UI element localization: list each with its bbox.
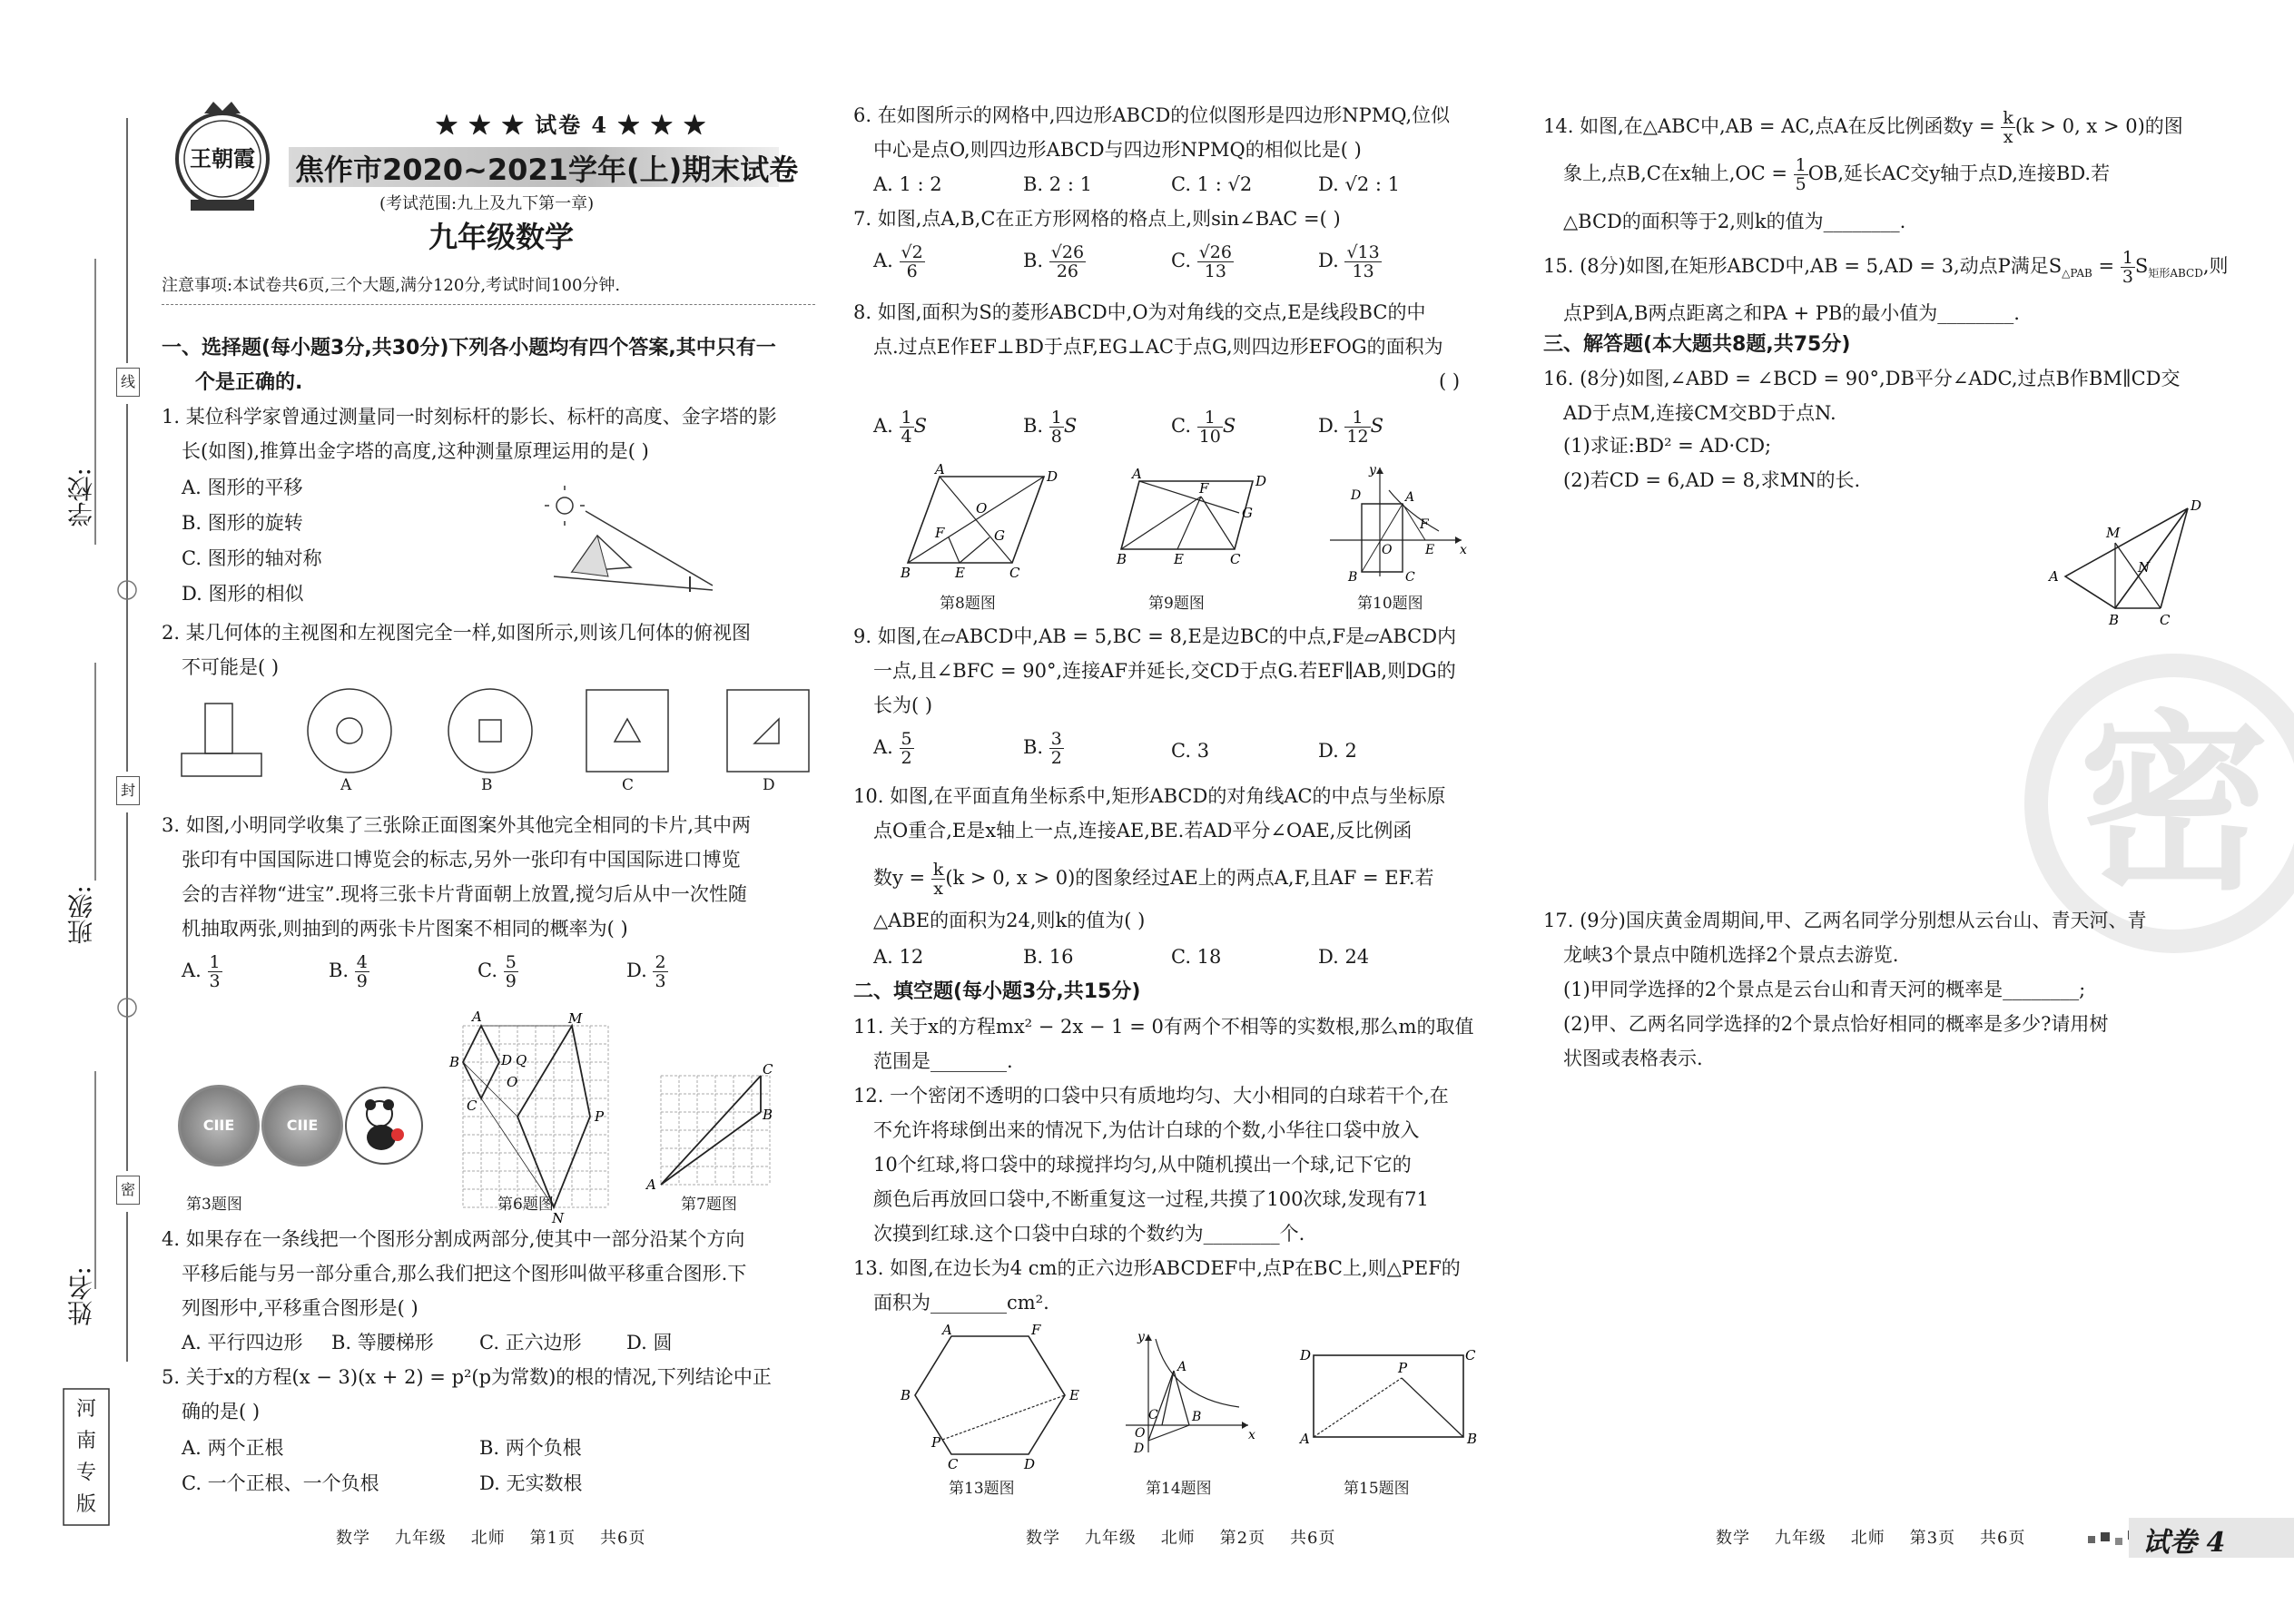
svg-text:O: O [1135,1426,1146,1441]
fig-caption-q3: 第3题图 [186,1196,242,1214]
q9-option-b: B. $\frac{3}{2}$ [1023,729,1062,768]
q2-label-d: D [763,776,775,794]
q4-line1: 4. 如果存在一条线把一个图形分割成两部分,使其中一部分沿某个方向 [162,1228,745,1250]
q2-option-b-figure [445,685,536,776]
q5-line1: 5. 关于x的方程(x − 3)(x + 2) = p²(p为常数)的根的情况,下列结论中正 [162,1366,772,1388]
svg-text:C: C [2160,612,2171,628]
q3-card-logo-2: CIIE [261,1085,343,1166]
q3-option-c: C. $\frac{5}{9}$ [478,952,517,991]
binding-mark-line: 线 [116,368,140,397]
q4-option-b: B. 等腰梯形 [331,1332,434,1353]
q3-line1: 3. 如图,小明同学收集了三张除正面图案外其他完全相同的卡片,其中两 [162,814,752,836]
svg-text:D: D [1255,473,1267,489]
svg-text:B: B [1467,1431,1478,1447]
svg-text:F: F [1420,517,1429,532]
fig-caption-q15: 第15题图 [1344,1480,1410,1498]
q15-line1: 15. (8分)如图,在矩形ABCD中,AB = 5,AD = 3,动点P满足$S_{\triangle PAB}$ = $\frac{1}{3}$ $S_{矩形ABCD}$,则 [1543,248,2229,287]
q14-line1: 14. 如图,在△ABC中,AB = AC,点A在反比例函数y = $\frac{k}{x}$ (k > 0, x > 0)的图 [1543,108,2183,147]
confidential-watermark: 密 [2024,654,2294,953]
corner-tag: 试卷 4 [2142,1527,2226,1559]
q5-option-a: A. 两个正根 [182,1437,284,1459]
q2-line1: 2. 某几何体的主视图和左视图完全一样,如图所示,则该几何体的俯视图 [162,622,752,644]
q3-card-logo-1: CIIE [178,1085,260,1166]
q12-line3: 10个红球,将口袋中的球搅拌均匀,从中随机摸出一个球,记下它的 [873,1154,1412,1176]
binding-mark-secret: 密 [116,1176,140,1205]
name-label: 姓名: [66,1266,96,1326]
svg-text:D: D [1300,1347,1312,1363]
section1-title-cont: 个是正确的. [195,371,303,394]
svg-text:B: B [1348,570,1358,585]
q17-line5: 状图或表格表示. [1563,1048,1703,1069]
q14-line2: 象上,点B,C在x轴上,OC = $\frac{1}{5}$ OB,延长AC交y轴于点D,连接BD.若 [1563,155,2111,194]
q13-line1: 13. 如图,在边长为4 cm的正六边形ABCDEF中,点P在BC上,则△PEF的 [853,1257,1461,1279]
q13-line2: 面积为________cm². [873,1292,1049,1314]
fig-caption-q10: 第10题图 [1357,595,1423,613]
q1-option-c: C. 图形的轴对称 [182,547,322,569]
svg-text:D: D [1024,1456,1036,1472]
svg-text:F: F [935,525,945,541]
svg-text:A: A [2049,568,2059,585]
q14-line3: △BCD的面积等于2,则k的值为________. [1563,211,1906,232]
edition-label: 河 南 专 版 [75,1398,96,1516]
q17-line4: (2)甲、乙两名同学选择的2个景点恰好相同的概率是多少?请用树 [1563,1013,2109,1035]
fig-caption-q13: 第13题图 [949,1480,1015,1498]
q8-line2: 点.过点E作EF⊥BD于点F,EG⊥AC于点G,则四边形EFOG的面积为 [873,336,1443,358]
q1-line2: 长(如图),推算出金字塔的高度,这种测量原理运用的是( ) [182,440,649,462]
q12-line4: 颜色后再放回口袋中,不断重复这一过程,共摸了100次球,发现有71 [873,1188,1429,1210]
svg-text:C: C [467,1097,478,1114]
svg-text:B: B [1192,1410,1202,1424]
q7-option-a: A. $\frac{√2}{6}$ [873,242,923,281]
q5-option-b: B. 两个负根 [479,1437,582,1459]
svg-text:B: B [901,565,911,581]
svg-text:N: N [2138,559,2151,576]
q16-line1: 16. (8分)如图,∠ABD = ∠BCD = 90°,DB平分∠ADC,过点B作BM∥CD交 [1543,368,2181,389]
paper-tag: ★ ★ ★ 试卷 4 ★ ★ ★ [436,112,708,138]
svg-text:P: P [931,1434,941,1451]
q13-figure [901,1322,1079,1472]
exam-scope: (考试范围:九上及九下第一章) [379,194,595,213]
school-label: 学校: [66,468,96,527]
svg-text:Q: Q [516,1052,527,1068]
q7-option-b: B. $\frac{√26}{26}$ [1023,242,1085,281]
svg-text:O: O [1382,543,1393,557]
fig-caption-q7: 第7题图 [681,1196,737,1214]
q16-line4: (2)若CD = 6,AD = 8,求MN的长. [1563,469,1861,491]
svg-text:C: C [1405,570,1415,585]
q6-option-d: D. √2 : 1 [1318,173,1400,195]
q9-line3: 长为( ) [873,694,933,716]
q8-option-d: D. $\frac{1}{12}$ S [1318,408,1384,447]
svg-text:M: M [568,1010,583,1027]
q1-pyramid-figure [545,486,726,595]
svg-text:N: N [552,1210,565,1226]
q2-option-c-figure [584,687,674,778]
svg-text:O: O [976,500,988,517]
logo-text: 王朝霞 [190,145,255,172]
svg-text:C: C [763,1061,773,1078]
q4-line2: 平移后能与另一部分重合,那么我们把这个图形叫做平移重合图形.下 [182,1263,747,1284]
q9-line2: 一点,且∠BFC = 90°,连接AF并延长,交CD于点G.若EF∥AB,则DG的 [873,660,1456,682]
q1-option-b: B. 图形的旋转 [182,512,303,534]
q8-option-c: C. $\frac{1}{10}$ S [1171,408,1236,447]
svg-text:E: E [1069,1387,1079,1403]
q9-option-d: D. 2 [1318,740,1357,762]
svg-text:C: C [1230,551,1241,567]
footer-page-3: 数学 九年级 北师 第3页 共6页 [1716,1529,2026,1548]
svg-text:P: P [595,1108,605,1125]
q7-option-c: C. $\frac{√26}{13}$ [1171,242,1232,281]
q2-label-a: A [340,776,352,794]
svg-text:B: B [449,1054,460,1070]
q15-figure [1300,1347,1478,1451]
q8-figure [901,461,1062,581]
svg-text:D: D [1047,468,1058,485]
svg-text:D: D [1134,1442,1145,1456]
q10-line1: 10. 如图,在平面直角坐标系中,矩形ABCD的对角线AC的中点与坐标原 [853,785,1446,807]
svg-text:y: y [1369,463,1376,477]
q10-line4: △ABE的面积为24,则k的值为( ) [873,910,1146,931]
svg-text:B: B [901,1387,911,1403]
q6-line1: 6. 在如图所示的网格中,四边形ABCD的位似图形是四边形NPMQ,位似 [853,104,1451,126]
q10-option-a: A. 12 [873,946,924,968]
svg-text:G: G [994,527,1005,544]
q14-figure [1121,1330,1257,1457]
q2-option-a-figure [304,685,395,776]
q8-option-b: B. $\frac{1}{8}$ S [1023,408,1078,447]
q5-line2: 确的是( ) [182,1401,261,1422]
q5-option-c: C. 一个正根、一个负根 [182,1472,379,1494]
q10-line2: 点O重合,E是x轴上一点,连接AE,BE.若AD平分∠OAE,反比例函 [873,820,1413,842]
q4-option-d: D. 圆 [626,1332,673,1353]
q15-line2: 点P到A,B两点距离之和PA + PB的最小值为________. [1563,302,2020,324]
q4-line3: 列图形中,平移重合图形是( ) [182,1297,418,1319]
q3-option-b: B. $\frac{4}{9}$ [329,952,368,991]
q3-line4: 机抽取两张,则抽到的两张卡片图案不相同的概率为( ) [182,918,628,940]
exam-subject: 九年级数学 [428,220,575,254]
q2-label-b: B [481,776,493,794]
q6-option-c: C. 1 : √2 [1171,173,1253,195]
q9-line1: 9. 如图,在▱ABCD中,AB = 5,BC = 8,E是边BC的中点,F是▱ABCD内 [853,625,1457,647]
q6-line2: 中心是点O,则四边形ABCD与四边形NPMQ的相似比是( ) [873,139,1362,161]
svg-text:A: A [646,1176,656,1193]
q9-option-a: A. $\frac{5}{2}$ [873,729,912,768]
svg-text:C: C [948,1456,959,1472]
brand-logo [159,100,286,218]
svg-text:B: B [1117,551,1127,567]
q3-card-mascot [343,1085,425,1166]
svg-text:G: G [1242,505,1253,521]
q3-line2: 张印有中国国际进口博览会的标志,另外一张印有中国国际进口博览 [182,849,741,871]
q2-option-d-figure [724,687,815,778]
class-label: 班级: [66,885,96,945]
divider [162,304,815,305]
footer-page-1: 数学 九年级 北师 第1页 共6页 [336,1529,646,1548]
svg-text:A: A [1177,1360,1187,1374]
q9-figure [1117,466,1267,576]
q16-figure [2047,499,2210,635]
q4-option-c: C. 正六边形 [479,1332,582,1353]
q11-line2: 范围是________. [873,1050,1013,1072]
q12-line5: 次摸到红球.这个口袋中白球的个数约为________个. [873,1223,1305,1245]
q8-paren: ( ) [1439,370,1461,392]
q7-figure [646,1061,779,1194]
q2-line2: 不可能是( ) [182,656,280,678]
q17-line3: (1)甲同学选择的2个景点是云台山和青天河的概率是________; [1563,979,2086,1000]
q11-line1: 11. 关于x的方程mx² − 2x − 1 = 0有两个不相等的实数根,那么m的取值 [853,1016,1474,1038]
fig-caption-q8: 第8题图 [940,595,996,613]
svg-text:E: E [1425,543,1435,557]
svg-text:P: P [1398,1360,1408,1376]
binding-margin [0,0,145,1624]
q2-label-c: C [622,776,635,794]
svg-text:F: F [1031,1322,1041,1338]
svg-text:A: A [472,1009,482,1025]
footer-page-2: 数学 九年级 北师 第2页 共6页 [1026,1529,1336,1548]
section3-title: 三、解答题(本大题共8题,共75分) [1543,333,1851,356]
q10-option-b: B. 16 [1023,946,1074,968]
svg-text:A: A [1405,490,1415,505]
q16-line2: AD于点M,连接CM交BD于点N. [1563,402,1836,424]
binding-lines [0,0,145,1624]
svg-text:B: B [2109,612,2120,628]
q16-line3: (1)求证:BD² = AD·CD; [1563,435,1772,457]
q10-figure [1325,463,1471,585]
q5-option-d: D. 无实数根 [479,1472,583,1494]
q1-option-d: D. 图形的相似 [182,583,304,605]
svg-text:D: D [1351,488,1362,503]
q1-line1: 1. 某位科学家曾通过测量同一时刻标杆的影长、标杆的高度、金字塔的影 [162,406,777,428]
q6-option-b: B. 2 : 1 [1023,173,1092,195]
svg-text:D: D [501,1052,513,1068]
q12-line1: 12. 一个密闭不透明的口袋中只有质地均匀、大小相同的白球若干个,在 [853,1085,1449,1107]
q9-option-c: C. 3 [1171,740,1210,762]
section2-title: 二、填空题(每小题3分,共15分) [853,980,1141,1003]
q8-line1: 8. 如图,面积为S的菱形ABCD中,O为对角线的交点,E是线段BC的中 [853,301,1426,323]
q3-option-d: D. $\frac{2}{3}$ [626,952,666,991]
q2-main-view [180,699,266,781]
svg-text:A: A [942,1322,952,1338]
q10-option-c: C. 18 [1171,946,1222,968]
q12-line2: 不允许将球倒出来的情况下,为估计白球的个数,小华往口袋中放入 [873,1119,1420,1141]
svg-text:O: O [507,1074,518,1090]
svg-text:F: F [1199,480,1209,497]
q3-option-a: A. $\frac{1}{3}$ [182,952,221,991]
q17-line1: 17. (9分)国庆黄金周期间,甲、乙两名同学分别想从云台山、青天河、青 [1543,910,2147,931]
q10-line3: 数y = $\frac{k}{x}$ (k > 0, x > 0)的图象经过AE上的两点A,F,且AF = EF.若 [873,860,1434,899]
q6-option-a: A. 1 : 2 [873,173,942,195]
fig-caption-q6: 第6题图 [497,1196,554,1214]
svg-text:M: M [2106,525,2121,541]
svg-text:C: C [1465,1347,1476,1363]
q1-option-a: A. 图形的平移 [182,477,303,498]
q17-line2: 龙峡3个景点中随机选择2个景点去游览. [1563,944,1899,966]
q4-option-a: A. 平行四边形 [182,1332,303,1353]
svg-text:E: E [955,565,965,581]
fig-caption-q14: 第14题图 [1146,1480,1212,1498]
fig-caption-q9: 第9题图 [1148,595,1205,613]
exam-title: 焦作市2020~2021学年(上)期末试卷 [295,153,799,187]
svg-text:D: D [2191,497,2202,514]
svg-text:A: A [1132,466,1142,482]
q10-option-d: D. 24 [1318,946,1370,968]
svg-text:A: A [935,461,945,477]
svg-text:x: x [1248,1428,1255,1442]
q3-line3: 会的吉祥物“进宝”.现将三张卡片背面朝上放置,搅匀后从中一次性随 [182,883,747,905]
svg-text:y: y [1137,1330,1145,1344]
q7-option-d: D. $\frac{√13}{13}$ [1318,242,1380,281]
q8-option-a: A. $\frac{1}{4}$ S [873,408,928,447]
svg-text:x: x [1460,543,1467,557]
section1-title: 一、选择题(每小题3分,共30分)下列各小题均有四个答案,其中只有一 [162,337,776,359]
binding-mark-seal: 封 [116,776,140,805]
exam-notice: 注意事项:本试卷共6页,三个大题,满分120分,考试时间100分钟. [162,276,621,295]
svg-text:E: E [1174,551,1184,567]
svg-text:B: B [763,1107,773,1123]
svg-text:A: A [1300,1431,1310,1447]
svg-text:C: C [1148,1408,1158,1422]
q7-line1: 7. 如图,点A,B,C在正方形网格的格点上,则sin∠BAC =( ) [853,208,1341,230]
svg-text:C: C [1009,565,1020,581]
